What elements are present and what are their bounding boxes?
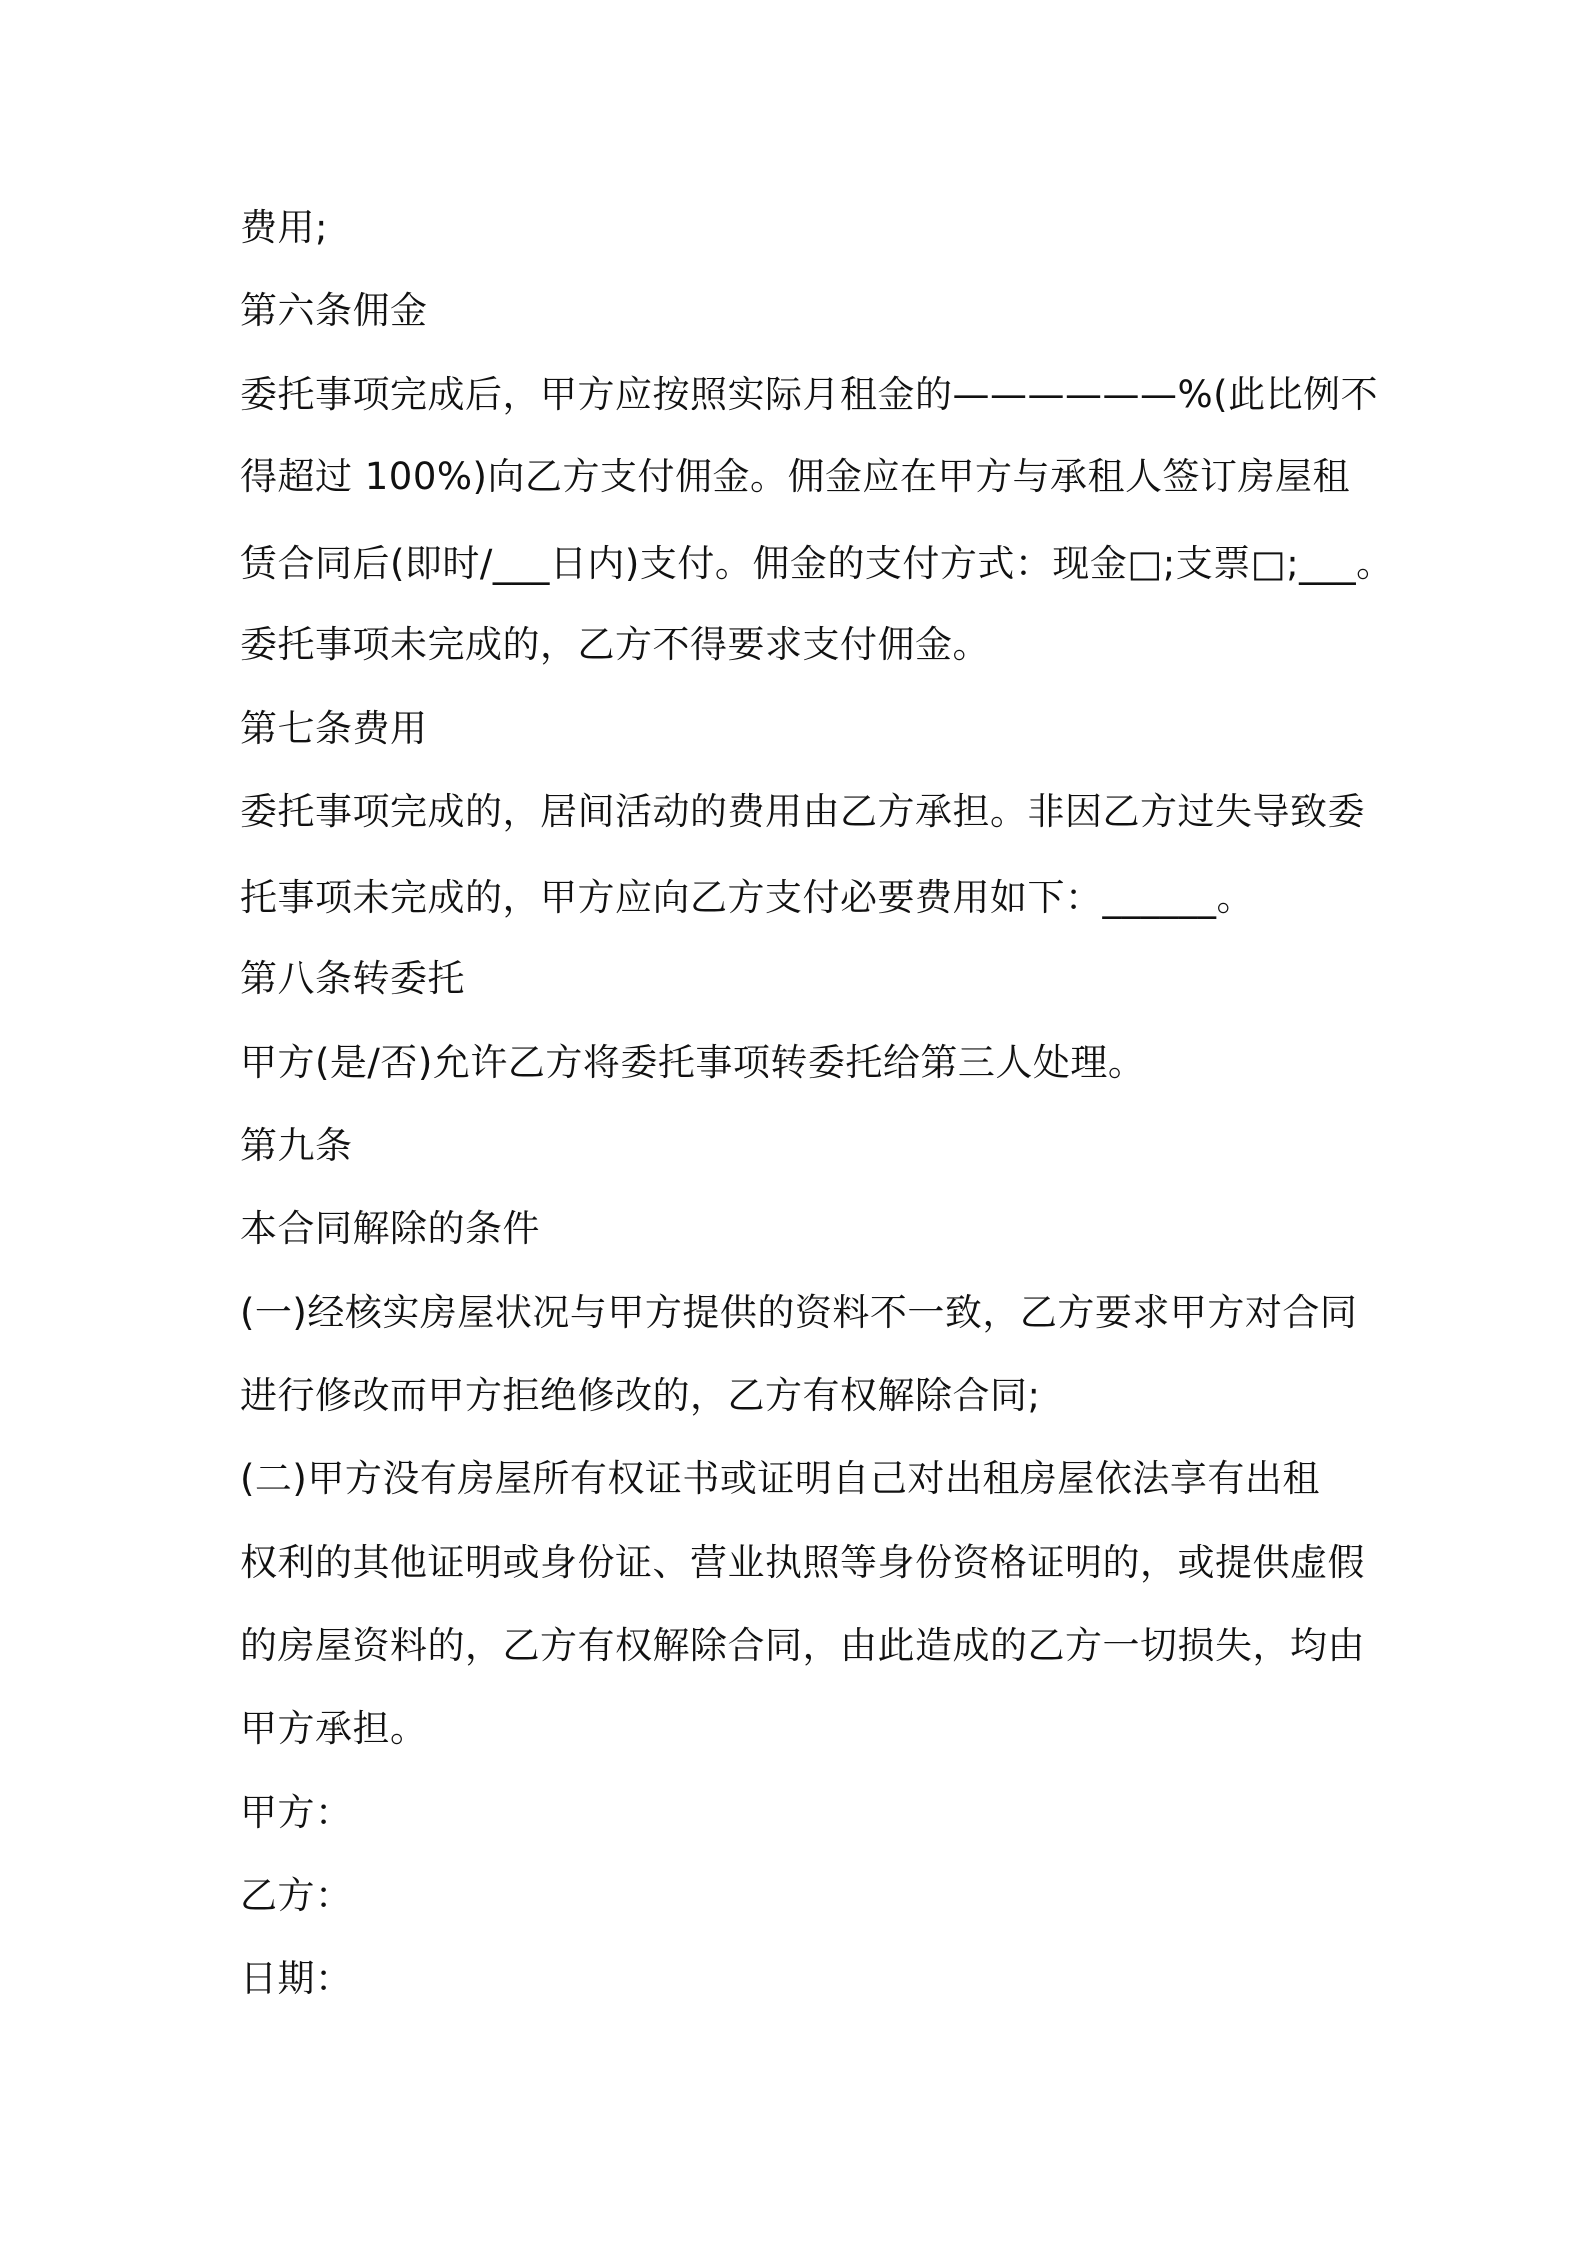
- text-line: 甲方承担。: [240, 1707, 428, 1750]
- text-line: 费用;: [240, 206, 328, 249]
- text-line: 托事项未完成的，甲方应向乙方支付必要费用如下：______。: [240, 876, 1254, 919]
- text-line: 委托事项完成后，甲方应按照实际月租金的——————%(此比例不: [240, 373, 1379, 416]
- text-line: 的房屋资料的，乙方有权解除合同，由此造成的乙方一切损失，均由: [240, 1624, 1365, 1667]
- text-line: 委托事项完成的，居间活动的费用由乙方承担。非因乙方过失导致委: [240, 790, 1365, 833]
- text-line: (二)甲方没有房屋所有权证书或证明自己对出租房屋依法享有出租: [240, 1457, 1320, 1500]
- text-line: 权利的其他证明或身份证、营业执照等身份资格证明的，或提供虚假: [240, 1541, 1365, 1584]
- text-line: (一)经核实房屋状况与甲方提供的资料不一致，乙方要求甲方对合同: [240, 1291, 1358, 1334]
- text-line: 委托事项未完成的，乙方不得要求支付佣金。: [240, 623, 990, 666]
- text-line: 进行修改而甲方拒绝修改的，乙方有权解除合同;: [240, 1374, 1041, 1417]
- article-heading: 第八条转委托: [240, 957, 465, 1000]
- signature-party-a: 甲方：: [240, 1791, 353, 1834]
- article-heading: 第七条费用: [240, 707, 428, 750]
- section-subheading: 本合同解除的条件: [240, 1207, 540, 1250]
- signature-date: 日期：: [240, 1957, 353, 2000]
- text-line: 赁合同后(即时/___日内)支付。佣金的支付方式：现金□;支票□;___。: [240, 542, 1394, 585]
- article-heading: 第九条: [240, 1124, 353, 1167]
- signature-party-b: 乙方：: [240, 1874, 353, 1917]
- article-heading: 第六条佣金: [240, 289, 428, 332]
- text-line: 得超过 100%)向乙方支付佣金。佣金应在甲方与承租人签订房屋租: [240, 455, 1350, 498]
- text-line: 甲方(是/否)允许乙方将委托事项转委托给第三人处理。: [240, 1041, 1146, 1084]
